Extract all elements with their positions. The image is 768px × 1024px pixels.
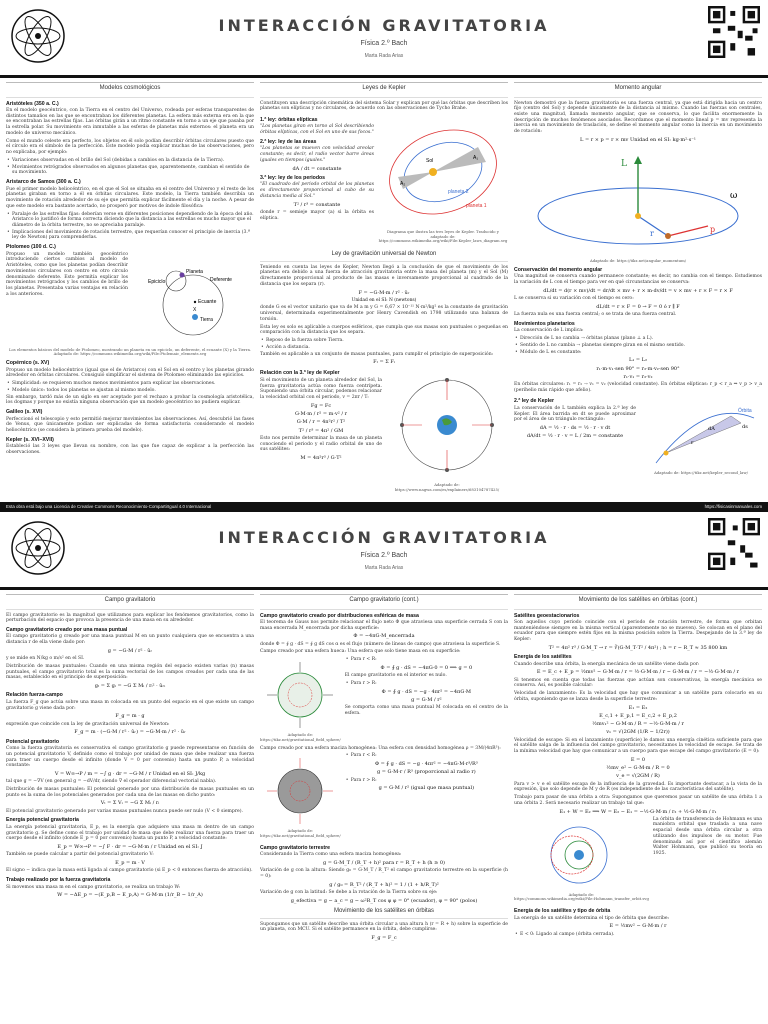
paragraph: Si movemos una masa m en el campo gravitatorio, se realiza un trabajo W: (6, 884, 181, 890)
paragraph: Trabajo para pasar de una órbita a otra: Supongamos que queremos pasar un satélite de una órbita 1 a una órbita 2. Será necesario realizar un trabajo tal que: (514, 795, 762, 806)
paragraph: El signo − indica que la masa está ligada al campo gravitatorio (si E_p < 0 entonces fuerza de atracción). (6, 868, 253, 874)
bullet-item: • Implicaciones del movimiento de rotación terrestre, que requerían conocer el principio de inercia (3.ª ley de Newton) para comprenderlas. (6, 230, 254, 241)
column-gravitational-field-cont (260, 594, 508, 1014)
bullet-item: • Para r > R: (345, 778, 508, 784)
paragraph: Esto nos permite determinar la masa de un planeta conociendo el periodo y el radio orbital de uno de sus satélites: (260, 435, 382, 453)
equation: E = ½mv² − G·M·m / r (609, 923, 667, 930)
section-heading: Movimiento de los satélites en órbitas (cont.) (514, 595, 762, 610)
equation: Φ = ∮ g · dS = −4πG·0 = 0 ⟹ g = 0 (380, 664, 473, 671)
equation: L₁ = L₂ (628, 357, 648, 364)
paragraph: Como el mundo celeste era perfecto, los objetos en él solo podían describir órbitas circulares puesto que el círculo era el símbolo de la perfección. Este modelo podía explicar muchas de las observaciones, pero no explicaba, por ejemplo: (6, 138, 254, 156)
subsection-title: Relación fuerza-campo (6, 692, 63, 699)
column-gravitational-field (6, 594, 254, 1014)
equation: V = W∞→P / m = −∫ g · dr = −G·M / r Unidad en el SI: J/kg (54, 771, 206, 778)
r-label: r (650, 229, 654, 239)
omega-label: ω (730, 191, 738, 202)
bullet-item: • Movimientos retrógrados observados en algunos planetas que, aparentemente, cambian el sentido de su movimiento. (6, 165, 254, 176)
equation: E_c,1 + E_p,1 = E_c,2 + E_p,2 (599, 712, 677, 719)
equation: dL/dt = r × F = 0 → F = 0 ó r ∥ F (596, 303, 680, 310)
equation: E₁ = E₂ (628, 704, 648, 711)
equant-label: Ecuante (198, 298, 217, 305)
subsection-title: Aristóteles (350 a. C.) (6, 100, 59, 107)
subsection-title: Ptolomeo (100 d. C.) (6, 244, 56, 251)
equation: dA / dt = constante (292, 165, 342, 172)
subsection-title: Campo gravitatorio creado por una masa puntual (6, 626, 128, 633)
equation: Fg = Fc (310, 402, 332, 409)
subsection-title: Campo gravitatorio terrestre (260, 844, 331, 851)
sheet-header (0, 0, 768, 78)
paragraph: Sin embargo, tardó más de un siglo en ser aceptado por el rechazo a probar la cosmología aristotélica, los dogmas y porque no existía ninguna observación que un modelo geocéntrico no pudiera explicar. (6, 394, 254, 406)
equation: G·M / r = 4π²r² / T² (296, 419, 346, 426)
paragraph: El campo gravitatorio es la magnitud que utilizamos para explicar los fenómenos gravitatorios, como la perturbación del espacio que provoca la presencia de una masa en su alrededor. (6, 612, 254, 624)
r-vector-label: r (691, 440, 694, 447)
paragraph: También se puede calcular a partir del potencial gravitatorio V: (6, 852, 154, 858)
atom-logo-icon (8, 6, 68, 66)
paragraph: Propuso un modelo también geocéntrico introduciendo ciertos cambios al modelo de Aristóteles, como que los planetas podían describir movimientos circulares con centro en otro círculo denominado deferente. Esto permitía explicar los movimientos retrógrados y los cambios de brillo de los planetas. Presentaba varias ventajas en relación a los anteriores. (6, 251, 128, 297)
paragraph: Supongamos que un satélite describe una órbita circular a una altura h (r = R + h) sobre la superficie de un planeta, con MCU. Si el satélite permanece en la órbita, debe cumplirse: (260, 921, 508, 933)
subsection-title: Campo gravitatorio creado por distribuciones esféricas de masa (260, 612, 419, 619)
bullet-item: • Módulo de L es constante: (514, 350, 762, 356)
section-heading: Momento angular (514, 83, 762, 98)
paragraph: Campo creado por una esfera maciza homogénea: Una esfera con densidad homogénea ρ = 3M/(4πR³): (260, 745, 501, 751)
solid-sphere-diagram (265, 756, 335, 826)
equation: v₁ = √(2GM (1/R − 1/2r)) (606, 729, 670, 736)
epicycle-label: Epiciclo (148, 278, 166, 285)
bullet-item: • Variaciones observadas en el brillo del Sol (debidas a cambios en la distancia de la Tierra). (6, 158, 254, 164)
equation: g = G·M·r / R³ (proporcional al radio r) (376, 769, 476, 776)
planet-label: Planeta (186, 268, 203, 275)
equation: F_g = m · (−G·M / r² · ûᵣ) = −G·M·m / r² · ûᵣ (74, 729, 186, 736)
section-heading: Modelos cosmológicos (6, 83, 254, 98)
subsection-title: Satélites geoestacionarios (514, 612, 580, 619)
equation: M = 4π²r³ / G·T² (300, 455, 342, 462)
equation: Φ = ∮ g · dS = −g · 4πr² = −4πG·M (381, 688, 472, 695)
paragraph: El teorema de Gauss nos permite relacionar el flujo neto Φ que atraviesa una superficie cerrada S con la masa encerrada M_encerrada por dicha superficie: (260, 620, 508, 631)
ptolemy-diagram (138, 255, 248, 345)
site-link[interactable]: https://fisicasinmanuales.com (704, 504, 762, 510)
subsection-title: Trabajo realizado por la fuerza gravitatoria (6, 877, 111, 884)
page-title: INTERACCIÓN GRAVITATORIA (218, 528, 550, 547)
kepler-laws-diagram (378, 117, 508, 227)
equation: Φ = ∮ g · dS = −g · 4πr² = −4πG·M·r³/R³ (374, 761, 478, 768)
figure-caption: Adaptado de: https://www.nagwa.com/es/explainers/683104787425/ (394, 482, 500, 493)
paragraph: Perfeccionó el telescopio y esto permitió mejorar movimientos las observaciones. Así, descubrió las fases de Venus, que únicamente podían ser explicadas de forma satisfactoria considerando el modelo heliocéntrico (se considera la primera prueba del modelo). (6, 416, 254, 434)
bullet-item: • Para r > R: (345, 681, 508, 687)
equation: T² / r³ = constante (293, 201, 341, 208)
section-heading: Leyes de Kepler (260, 83, 508, 98)
figure-caption: Adaptado de: https://tikz.net/gravitational_field_sphere/ (260, 732, 341, 742)
author-name: Marta Rada Arias (364, 52, 404, 59)
paragraph: El potencial gravitatorio generado por varias masas puntuales nunca puede ser nulo (V < 0 siempre). (6, 808, 244, 814)
qr-code-icon[interactable] (708, 6, 760, 58)
bullet-item: • Para r < R: (345, 753, 508, 759)
section-heading: Campo gravitatorio (6, 595, 254, 610)
paragraph: La energía potencial gravitatoria, E_p, es la energía que adquiere una masa m dentro de un campo gravitatorio g. Se define como el trabajo por unidad de masa que debe realizar una fuerza para traer un cuerpo desde el infinito (donde E_p = 0 por convenio) hasta un punto P, a velocidad constante: (6, 824, 254, 842)
paragraph: Cuando describe una órbita, la energía mecánica de un satélite viene dada por: (514, 661, 700, 667)
section-heading: Campo gravitatorio (cont.) (260, 595, 508, 610)
equation: Φ = −4πG·M_encerrada (353, 633, 415, 640)
section-heading: Movimiento de los satélites en órbitas (260, 908, 508, 919)
kepler-second-law-diagram (646, 398, 756, 468)
equation: E_p = m · V (115, 860, 145, 867)
column-satellites-cont (514, 594, 762, 1014)
paragraph: Variación de g con la altura: Siendo g₀ = G·M_T / R_T² el campo gravitatorio terrestre en la superficie (h = 0): (260, 868, 508, 880)
column-kepler-laws (260, 82, 508, 502)
bullet-item: • Dirección de L no cambia → órbitas planas (plano ⊥ a L). (514, 336, 762, 342)
paragraph: La conservación de L también explica la 2.ª ley de Kepler. El área barrida en dt se puede aproximar por el área de un triángulo rectángulo: (514, 405, 636, 423)
equation: E = 0 (630, 756, 646, 763)
subsection-title: Energía de los satélites y tipo de órbita (514, 908, 611, 915)
bullet-item: • E < 0: Ligado al campo (órbita cerrada). (514, 932, 762, 938)
paragraph: Newton demostró que la fuerza gravitatoria es una fuerza central, ya que está dirigida hacia un centro fijo (centro del Sol) y depende únicamente de la distancia al mismo. Cuando las fuerzas son centrales, existe una magnitud, llamada momento angular, que se conserva, lo que facilita enormemente la descripción de muchos fenómenos asociados. Recordamos que el momento lineal p = mv representa la inercia en un movimiento de traslación, se define el momento angular como la inercia en un movimiento de rotación: (514, 100, 762, 135)
equation: dA/dt = ½ · r · v = L / 2m = constante (526, 433, 624, 440)
license-text[interactable]: Esta obra está bajo una Licencia de Creative Commons Reconocimiento-CompartirIgual 4.0 Internacional (6, 504, 212, 510)
paragraph: Velocidad de escape: Si en el lanzamiento (superficie) le damos una energía cinética suficiente para que el satélite salga de la influencia del campo gravitatorio, necesitamos la velocidad de escape. Se trata de la mínima velocidad que hay que comunicar a un cuerpo para que escape del campo gravitatorio (E = 0): (514, 737, 762, 755)
sheet-header (0, 512, 768, 590)
equation-unit: Unidad en el SI: N (newtons) (351, 297, 417, 303)
paragraph: Distribución de masas puntuales: El potencial generado por una distribución de masas puntuales en un punto es la suma de los potenciales generados por cada una de las masas en dicho punto: (6, 787, 254, 798)
subsection-title: Aristarco de Samos (300 a. C.) (6, 179, 81, 186)
subsection-title: 1.ª ley: órbitas elípticas (260, 116, 318, 123)
paragraph: Considerando la Tierra como una esfera maciza homogénea: (260, 852, 402, 858)
subsection-title: Potencial gravitatorio (6, 738, 60, 745)
paragraph: Fue el primer modelo heliocéntrico, en el que el Sol se situaba en el centro del Universo y el resto de los planetas giraban en torno a él en órbitas circulares. Este modelo, la Tierra también describía un movimiento de rotación alrededor de su eje que permitía explicar fácilmente el día y la noche. A pesar de que este modelo era bastante acertado, no prosperó por motivos de índole filosófica: (6, 186, 254, 209)
equation: g / g₀ = R_T² / (R_T + h)² = 1 / (1 + h/R_T)² (329, 881, 439, 888)
equation: g = G·M_T / (R_T + h)² para r = R_T + h (h ≥ 0) (322, 860, 445, 867)
course-subtitle: Física 2.º Bach (360, 552, 408, 559)
law-quote: "El cuadrado del periodo orbital de los planetas es directamente proporcional al cubo de su distancia media al Sol." (260, 182, 374, 199)
deferent-label: Deferente (210, 276, 232, 283)
equation: ½mv₁² − G·M·m / R = −½·G·M·m / r (592, 721, 684, 728)
subsection-title: Energía de los satélites (514, 654, 572, 661)
subsection-title: Movimientos planetarios (514, 320, 575, 327)
paragraph: Propuso un modelo heliocéntrico (igual que el de Aristarco) con el Sol en el centro y los planetas girando alrededor en órbitas circulares. Consiguió simplificar el sistema de Ptolomeo eliminando las epiciclos. (6, 367, 254, 379)
paragraph: Distribución de masas puntuales: Cuando en una misma región del espacio existen varias (n) masas puntuales, el campo gravitatorio total es la suma vectorial de los campos creados por cada una de las masas, establecido en el principio de superposición: (6, 663, 254, 681)
license-footer (0, 502, 768, 512)
paragraph: La fuerza nula es una fuerza central; o se trata de una fuerza central. (514, 312, 677, 318)
p-label: p (710, 225, 716, 235)
subsection-title: Conservación del momento angular (514, 266, 603, 273)
subsection-title: 2.ª ley: ley de las áreas (260, 138, 317, 145)
paragraph: La órbita de transferencia de Hohmann es una maniobra orbital que traslada a una nave espacial desde una órbita circular a otra utilizando dos impulsos de su motor. Fue denominada así por el científico alemán Walter Hohmann, que publicó su teoría en 1925. (652, 816, 762, 857)
equation: r₁·m·v₁·sen 90° = r₂·m·v₂·sen 90° (596, 365, 680, 372)
bullet-item: • Acción a distancia. (260, 345, 508, 351)
figure-caption: Adaptado de: https://commons.wikimedia.org/wiki/File:Hohmann_transfer_orbit.svg (514, 891, 649, 902)
course-subtitle: Física 2.º Bach (360, 40, 408, 47)
law-quote: "Los planetas giran en torno al Sol describiendo órbitas elípticas, con el Sol en uno de sus focos." (260, 124, 374, 136)
dA-label: dA (708, 426, 715, 433)
angular-momentum-diagram (518, 146, 758, 256)
paragraph: Se comporta como una masa puntual M colocada en el centro de la esfera. (344, 705, 508, 716)
x-label: X (193, 306, 197, 313)
equation: E = E_c + E_p = ½mv² − G·M·m / r = ½·G·M·m / r − G·M·m / r = −½·G·M·m / r (536, 669, 740, 676)
subsection-title: 2.ª ley de Kepler (514, 398, 554, 405)
planet-2-label: planeta 2 (448, 188, 469, 195)
paragraph: El campo gravitatorio g creado por una masa puntual M en un punto cualquiera que se encuentra a una distancia r de ella viene dado por: (6, 634, 254, 646)
paragraph: Para v > v_e el satélite escapa de la influencia de la gravedad. Es importante destacar, a la vista de la expresión, que solo depende de M y de R (es independiente de las características del satélite). (514, 781, 762, 793)
equation: g = G·M / r² (411, 696, 442, 703)
equation: gₜ = Σ gᵢ = −G Σ Mᵢ / rᵢ² · ûᵣᵢ (94, 683, 166, 690)
paragraph: La conservación de L implica: (514, 328, 584, 334)
equation: G·M·m / r² = m·v² / r (294, 411, 348, 418)
column-angular-momentum (514, 82, 762, 502)
paragraph: tal que g = −∇V (en general g = −dV/dr, siendo ∇ el operador diferencial vectorial nabla). (6, 779, 217, 785)
paragraph: Como la fuerza gravitatoria es conservativa el campo gravitatorio g puede representarse en función de un potencial gravitatorio V, definido como el trabajo por unidad de masa que debe realizar una fuerza para traer un cuerpo desde el infinito (donde V = 0 por convenio) hasta un punto P, a velocidad constante: (6, 746, 254, 769)
equation: F = −G·M·m / r² · ûᵣ (358, 289, 410, 296)
bullet-item: • Sentido de L no cambia → planetas siempre giran en el mismo sentido. (514, 343, 762, 349)
subsection-title: Galileo (s. XVI) (6, 409, 43, 416)
paragraph: Constituyen una descripción cinemática del sistema Solar y explican por qué las órbitas que describen los planetas son elípticas y no circulares, de acuerdo con las observaciones de Tycho Brahe. (260, 100, 508, 112)
paragraph: Estableció las 3 leyes que llevan su nombre, con las que fue capaz de explicar a la perfección las observaciones. (6, 444, 254, 455)
paragraph: La energía de un satélite determina el tipo de órbita que describe: (514, 915, 670, 921)
section-heading: Ley de gravitación universal de Newton (260, 251, 508, 262)
bullet-item: • Reposo de la fuerza sobre Tierra. (260, 338, 508, 344)
bullet-item: • Simplicidad: se requieren muchos menos movimientos para explicar las observaciones. (6, 381, 254, 387)
planet-1-label: planeta 1 (466, 202, 487, 209)
equation: ½mv_e² − G·M·m / R = 0 (606, 765, 670, 772)
subsection-title: 3.ª ley: ley de los periodos (260, 174, 326, 181)
equation: E₁ + W = E₂ ⟹ W = E₂ − E₁ = −½·G·M·m / r₂ + ½·G·M·m / r₁ (559, 808, 717, 815)
orbit-label: Órbita (738, 408, 752, 415)
paragraph: donde Φ = ∮ g · dS = ∮ g dS cos α es el flujo (número de líneas de campo) que atraviesa la superficie S. (260, 641, 501, 647)
page-title: INTERACCIÓN GRAVITATORIA (218, 16, 550, 35)
paragraph: Si tenemos en cuenta que todas las fuerzas que actúan son conservativas, la energía mecánica se conserva. Así, es posible calcular: (514, 677, 762, 689)
paragraph: Velocidad de lanzamiento: Es la velocidad que hay que comunicar a un satélite para colocarlo en su órbita, suponiendo que se lanza desde la superficie terrestre: (514, 691, 762, 702)
equation: g = G·M / r² (igual que masa puntual) (378, 785, 475, 792)
equation: v_e = √(2GM / R) (616, 773, 660, 780)
equation: W = −ΔE_p = −(E_p,B − E_p,A) = G·M·m (1/r_B − 1/r_A) (57, 892, 203, 899)
equation: g = −G·M / r² · ûᵣ (107, 647, 153, 654)
earth-label: Tierra (200, 316, 213, 323)
paragraph: expresión que coincide con la ley de gravitación universal de Newton: (6, 721, 170, 727)
equation: T² / r³ = 4π² / GM (298, 427, 344, 434)
paragraph: donde r = semieje mayor (a) si la órbita es elíptica. (260, 209, 374, 221)
area-a1-label: A₁ (473, 154, 479, 161)
paragraph: En el modelo geocéntrico, con la Tierra en el centro del Universo, rodeada por esferas transparentes de distintos tamaños en las que se encontraban los diferentes planetas. La esfera más externa era en la que se encontraban las estrellas fijas. Las órbitas girán a un ritmo constante en torno a un eje que pasaba por la estrella polar. Su movimiento era inmutable a las esferas de planetas más externos: el planeta era un modelo de universo mecánico. (6, 108, 254, 136)
figure-caption: Adaptado de: https://tikz.net/gravitational_field_sphere/ (260, 828, 341, 839)
author-name: Marta Rada Arias (364, 564, 404, 571)
paragraph: donde G es el vector unitario que va de M a m y G = 6,67 × 10⁻¹¹ N·m²/kg² es la constante de gravitación universal, determinada experimentalmente por Henry Cavendish en 1798 utilizando una balanza de torsión. (260, 305, 508, 322)
equation: r₁·v₁ = r₂·v₂ (623, 373, 653, 380)
paragraph: Son aquellos cuyo periodo coincide con el periodo de rotación terrestre, de forma que orbitan manteniéndose siempre en la misma vertical (aparentemente no se mueven). Se colocan en el plano del ecuador para que siempre estén fijos en la misma posición sobre la Tierra. Despejando de la 3.ª ley de Kepler: (514, 620, 762, 643)
paragraph: Si el movimiento de un planeta alrededor del Sol, la fuerza gravitatoria actúa como fuerza centrípeta. Suponiendo una órbita circular, podemos relacionar la velocidad orbital con el periodo, v = 2πr / T: (260, 377, 382, 401)
equation: F_g = m · g (115, 713, 145, 720)
figure-caption: Adaptado de: https://tikz.net/angular_momentum/ (589, 258, 686, 264)
paragraph: L se conserva si su variación con el tiempo es cero: (514, 296, 634, 302)
paragraph: Una magnitud se conserva cuando permanece constante; es decir, no cambia con el tiempo. Estudiemos la variación de L con el tiempo para ver en qué circunstancias se conserva: (514, 274, 762, 286)
paragraph: La fuerza F_g que actúa sobre una masa m colocada en un punto del espacio en el que existe un campo gravitatorio g viene dada por: (6, 699, 254, 711)
bullet-item: • Paralaje de las estrellas fijas: deberían verse en diferentes posiciones dependiendo de la época del año. Aristarco lo justificó de forma correcta diciendo que la distancia a las estrellas es mucho mayor que el diámetro de la órbita terrestre, no se apreciaba paralaje. (6, 212, 254, 229)
equation: F_g = F_c (371, 935, 397, 942)
subsection-title: Relación con la 3.ª ley de Kepler (260, 370, 340, 377)
figure-caption: Adaptado de: https://tikz.net/kepler_second_law/ (654, 470, 748, 476)
atom-logo-icon (8, 518, 68, 578)
equation: Fₜ = Σ Fᵢ (373, 359, 395, 366)
equation: T² = 4π² r³ / G·M_T → r = ∛(G·M_T·T² / 4π²) ; h = r − R_T ≈ 35 800 km (548, 644, 728, 651)
column-cosmological-models (6, 82, 254, 502)
paragraph: y se mide en N/kg o m/s² en el SI. (6, 656, 85, 662)
subsection-title: Energía potencial gravitatoria (6, 817, 79, 824)
figure-caption: Los elementos básicos del modelo de Ptolomeo, mostrando un planeta en un epiciclo, un deferente, el ecuante (X) y la Tierra. Adaptado de: https://commons.wikimedia.org/wiki/File:Ptolemaic_elements.svg (8, 346, 252, 357)
equation: L = r × p = r × mv Unidad en el SI: kg·m²·s⁻¹ (580, 136, 696, 143)
bullet-item: • Para r < R: (345, 657, 508, 663)
qr-code-icon[interactable] (708, 518, 760, 570)
paragraph: También es aplicable a un conjunto de masas puntuales, para cumplir el principio de superposición: (260, 351, 494, 357)
paragraph: Campo creado por una esfera hueca: Una esfera que solo tiene masa en su superficie: (260, 649, 461, 655)
equation: dA = ½ · r · ds = ½ · r · v dt (539, 425, 611, 432)
paragraph: Esta ley es solo es aplicable a cuerpos esféricos, que cumpla que sus masas son puntuales o pequeñas en comparación con la distancia que los separa. (260, 324, 508, 336)
subsection-title: Kepler (s. XVI–XVII) (6, 436, 54, 443)
bullet-item: • Modelo único: todos los planetas se ajustan al mismo modelo. (6, 388, 254, 394)
law-quote: "Los planetas se mueven con velocidad areolar constante; es decir, el radio vector barre áreas iguales en tiempos iguales." (260, 146, 374, 163)
area-a2-label: A₂ (400, 180, 406, 187)
hollow-sphere-diagram (265, 660, 335, 730)
figure-caption: Diagrama que ilustra las tres leyes de Kepler. Traducido y adaptado de: https://commons.wikimedia.org/wiki/File:Kepler_laws_diagram.svg (378, 228, 508, 244)
ds-label: ds (742, 424, 748, 431)
paragraph: Variación de g con la latitud: Se debe a la rotación de la Tierra sobre su eje: (260, 890, 438, 896)
earth-orbit-diagram (387, 370, 507, 480)
equation: dL/dt = d(r × mv)/dt = dr/dt × mv + r × m·dv/dt = v × mv + r × F = r × F (543, 287, 733, 294)
L-label: L (621, 159, 627, 170)
paragraph: El campo gravitatorio en el interior es nulo. (344, 673, 447, 679)
sun-label: Sol (426, 157, 434, 164)
equation: g_efectiva = g − a_c = g − ω²R_T cos φ φ = 0° (ecuador), φ = 90° (polos) (290, 897, 478, 904)
paragraph: En órbitas circulares: r₁ = r₂ → v₁ = v₂ (velocidad constante). En órbitas elípticas: r_p < r_a ⇒ v_p > v_a (perihelio más rápido que afelio). (514, 382, 762, 393)
sheet-2 (0, 512, 768, 1024)
equation: E_p = W∞→P = −∫ F · dr = −G·M·m / r Unidad en el SI: J (57, 844, 203, 851)
subsection-title: Copérnico (s. XV) (6, 360, 50, 367)
hohmann-transfer-diagram (541, 820, 621, 890)
equation: Vₜ = Σ Vᵢ = −G Σ Mᵢ / rᵢ (100, 800, 160, 807)
paragraph: Teniendo en cuenta las leyes de Kepler, Newton llegó a la conclusión de que el movimiento de los planetas era debido a una fuerza de atracción gravitatoria entre la masa del planeta (m) y el Sol (M) directamente proporcional al producto de las masas e inversamente proporcional al cuadrado de la distancia que los separa (r). (260, 264, 508, 287)
